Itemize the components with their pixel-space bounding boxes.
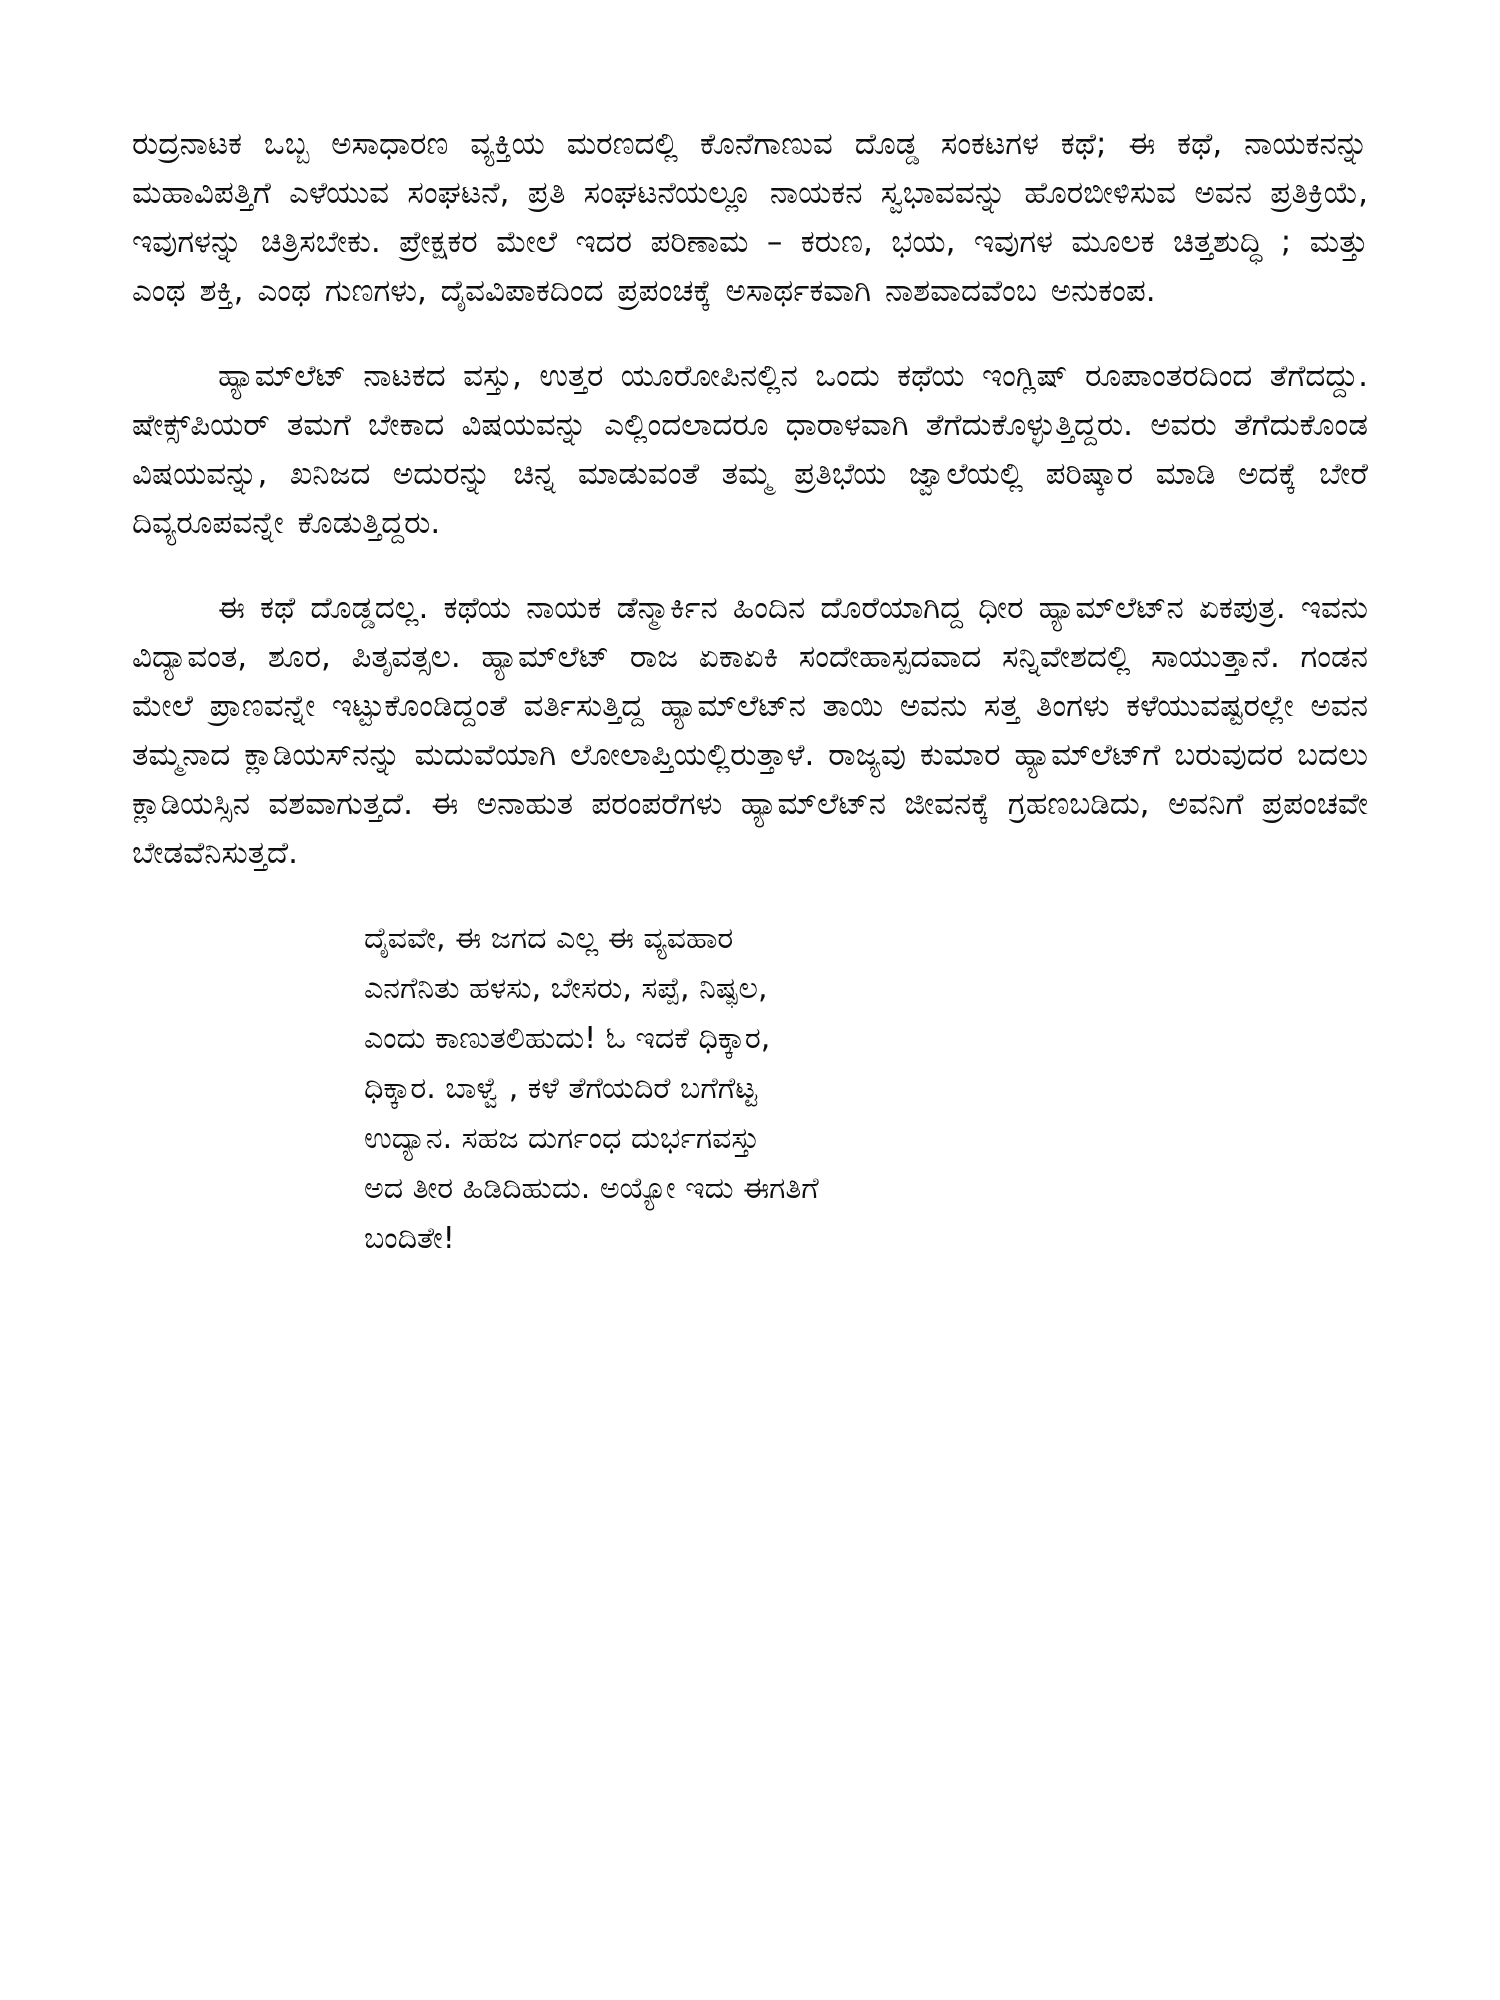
verse-line: ಅದ ತೀರ ಹಿಡಿದಿಹುದು. ಅಯ್ಯೋ ಇದು ಈಗತಿಗೆ <box>364 1171 819 1206</box>
verse-line: ಎಂದು ಕಾಣುತಲಿಹುದು! ಓ ಇದಕೆ ಧಿಕ್ಕಾರ, <box>364 1021 771 1056</box>
verse-line: ಧಿಕ್ಕಾರ. ಬಾಳ್ವೆ , ಕಳೆ ತೆಗೆಯದಿರೆ ಬಗೆಗೆಟ್ಟ <box>364 1071 757 1106</box>
verse-quote <box>364 914 1368 1264</box>
verse-line: ದೈವವೇ, ಈ ಜಗದ ಎಲ್ಲ ಈ ವ್ಯವಹಾರ <box>364 921 734 956</box>
verse-line: ಬಂದಿತೇ! <box>364 1221 455 1256</box>
verse-line: ಎನಗೆನಿತು ಹಳಸು, ಬೇಸರು, ಸಪ್ಪೆ, ನಿಷ್ಫಲ, <box>364 971 768 1006</box>
paragraph-hamlet-source: ಹ್ಯಾಮ್‌ಲೆಟ್ ನಾಟಕದ ವಸ್ತು, ಉತ್ತರ ಯೂರೋಪಿನಲ್ಲಿನ ಒಂದು ಕಥೆಯ ಇಂಗ್ಲಿಷ್ ರೂಪಾಂತರದಿಂದ ತೆಗೆದದ್ದು. ಷೇಕ್ಸ್‌ಪಿಯರ್ ತಮಗೆ ಬೇಕಾದ ವಿಷಯವನ್ನು ಎಲ್ಲಿಂದಲಾದರೂ ಧಾರಾಳವಾಗಿ ತೆಗೆದುಕೊಳ್ಳುತ್ತಿದ್ದರು. ಅವರು ತೆಗೆದುಕೊಂಡ ವಿಷಯವನ್ನು, ಖನಿಜದ ಅದುರನ್ನು ಚಿನ್ನ ಮಾಡುವಂತೆ ತಮ್ಮ ಪ್ರತಿಭೆಯ ಜ್ವಾಲೆಯಲ್ಲಿ ಪರಿಷ್ಕಾರ ಮಾಡಿ ಅದಕ್ಕೆ ಬೇರೆ ದಿವ್ಯರೂಪವನ್ನೇ ಕೊಡುತ್ತಿದ್ದರು. <box>132 358 1368 541</box>
paragraph-tragedy-definition: ರುದ್ರನಾಟಕ ಒಬ್ಬ ಅಸಾಧಾರಣ ವ್ಯಕ್ತಿಯ ಮರಣದಲ್ಲಿ ಕೊನೆಗಾಣುವ ದೊಡ್ಡ ಸಂಕಟಗಳ ಕಥೆ; ಈ ಕಥೆ, ನಾಯಕನನ್ನು ಮಹಾವಿಪತ್ತಿಗೆ ಎಳೆಯುವ ಸಂಘಟನೆ, ಪ್ರತಿ ಸಂಘಟನೆಯಲ್ಲೂ ನಾಯಕನ ಸ್ವಭಾವವನ್ನು ಹೊರಬೀಳಿಸುವ ಅವನ ಪ್ರತಿಕ್ರಿಯೆ, ಇವುಗಳನ್ನು ಚಿತ್ರಿಸಬೇಕು. ಪ್ರೇಕ್ಷಕರ ಮೇಲೆ ಇದರ ಪರಿಣಾಮ – ಕರುಣ, ಭಯ, ಇವುಗಳ ಮೂಲಕ ಚಿತ್ತಶುದ್ಧಿ ; ಮತ್ತು ಎಂಥ ಶಕ್ತಿ, ಎಂಥ ಗುಣಗಳು, ದೈವವಿಪಾಕದಿಂದ ಪ್ರಪಂಚಕ್ಕೆ ಅಸಾರ್ಥಕವಾಗಿ ನಾಶವಾದವೆಂಬ ಅನುಕಂಪ. <box>132 126 1369 309</box>
verse-line: ಉದ್ಯಾನ. ಸಹಜ ದುರ್ಗಂಧ ದುರ್ಭಗವಸ್ತು <box>364 1121 760 1156</box>
paragraph-hamlet-story: ಈ ಕಥೆ ದೊಡ್ಡದಲ್ಲ. ಕಥೆಯ ನಾಯಕ ಡೆನ್ಮಾರ್ಕಿನ ಹಿಂದಿನ ದೊರೆಯಾಗಿದ್ದ ಧೀರ ಹ್ಯಾಮ್‌ಲೆಟ್‌ನ ಏಕಪುತ್ರ. ಇವನು ವಿದ್ಯಾವಂತ, ಶೂರ, ಪಿತೃವತ್ಸಲ. ಹ್ಯಾಮ್‌ಲೆಟ್ ರಾಜ ಏಕಾಏಕಿ ಸಂದೇಹಾಸ್ಪದವಾದ ಸನ್ನಿವೇಶದಲ್ಲಿ ಸಾಯುತ್ತಾನೆ. ಗಂಡನ ಮೇಲೆ ಪ್ರಾಣವನ್ನೇ ಇಟ್ಟುಕೊಂಡಿದ್ದಂತೆ ವರ್ತಿಸುತ್ತಿದ್ದ ಹ್ಯಾಮ್‌ಲೆಟ್‌ನ ತಾಯಿ ಅವನು ಸತ್ತ ತಿಂಗಳು ಕಳೆಯುವಷ್ಟರಲ್ಲೇ ಅವನ ತಮ್ಮನಾದ ಕ್ಲಾಡಿಯಸ್‌ನನ್ನು ಮದುವೆಯಾಗಿ ಲೋಲಾಪ್ತಿಯಲ್ಲಿರುತ್ತಾಳೆ. ರಾಜ್ಯವು ಕುಮಾರ ಹ್ಯಾಮ್‌ಲೆಟ್‌ಗೆ ಬರುವುದರ ಬದಲು ಕ್ಲಾಡಿಯಸ್ಸಿನ ವಶವಾಗುತ್ತದೆ. ಈ ಅನಾಹುತ ಪರಂಪರೆಗಳು ಹ್ಯಾಮ್‌ಲೆಟ್‌ನ ಜೀವನಕ್ಕೆ ಗ್ರಹಣಬಡಿದು, ಅವನಿಗೆ ಪ್ರಪಂಚವೇ ಬೇಡವೆನಿಸುತ್ತದೆ. <box>132 590 1368 871</box>
